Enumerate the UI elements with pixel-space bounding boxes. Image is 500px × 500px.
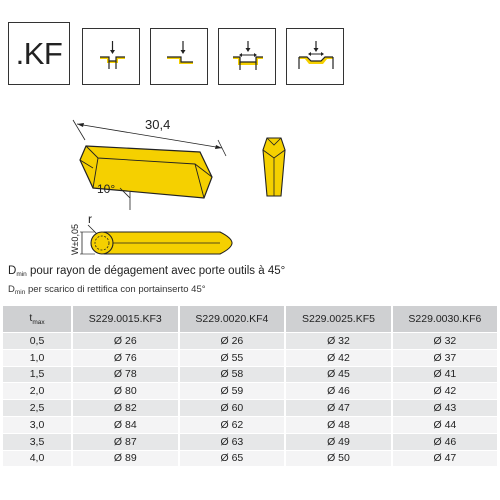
radius-label: r — [88, 212, 92, 226]
table-cell-tmax: 4,0 — [3, 450, 72, 466]
dmin-table — [3, 306, 497, 466]
table-row — [3, 433, 497, 450]
header-col: S229.0030.KF6 — [392, 306, 497, 333]
header-tmax-sub: max — [32, 319, 45, 326]
caption-french — [8, 265, 285, 278]
table-cell-dmin: Ø 59 — [179, 383, 286, 400]
table-cell-dmin: Ø 42 — [285, 349, 392, 366]
step-turn-icon — [150, 28, 208, 85]
table-cell-tmax: 2,0 — [3, 383, 72, 400]
caption-italian — [8, 284, 206, 296]
caption-italian-prefix: D — [8, 284, 15, 295]
table-cell-dmin: Ø 45 — [285, 366, 392, 383]
table-cell-dmin: Ø 49 — [285, 433, 392, 450]
header-col: S229.0015.KF3 — [72, 306, 179, 333]
table-cell-dmin: Ø 82 — [72, 400, 179, 417]
table-cell-dmin: Ø 26 — [72, 333, 179, 350]
table-cell-dmin: Ø 62 — [179, 416, 286, 433]
table-cell-dmin: Ø 44 — [392, 416, 497, 433]
table-cell-tmax: 3,0 — [3, 416, 72, 433]
insert-end-view — [263, 138, 285, 196]
table-cell-dmin: Ø 46 — [392, 433, 497, 450]
table-row — [3, 366, 497, 383]
table-cell-dmin: Ø 47 — [392, 450, 497, 466]
table-cell-dmin: Ø 43 — [392, 400, 497, 417]
table-row — [3, 450, 497, 466]
table-cell-dmin: Ø 32 — [392, 333, 497, 350]
table-cell-dmin: Ø 32 — [285, 333, 392, 350]
table-cell-dmin: Ø 46 — [285, 383, 392, 400]
table-cell-dmin: Ø 84 — [72, 416, 179, 433]
table-header-row — [3, 306, 497, 333]
grade-label-box — [8, 22, 70, 85]
table-cell-tmax: 2,5 — [3, 400, 72, 417]
table-cell-dmin: Ø 58 — [179, 366, 286, 383]
table-cell-dmin: Ø 50 — [285, 450, 392, 466]
table-cell-dmin: Ø 26 — [179, 333, 286, 350]
table-cell-tmax: 1,0 — [3, 349, 72, 366]
length-label: 30,4 — [145, 117, 171, 132]
caption-french-sub: min — [16, 271, 27, 278]
groove-widen-icon — [218, 28, 276, 85]
table-row — [3, 349, 497, 366]
header-col: S229.0020.KF4 — [179, 306, 286, 333]
table-cell-dmin: Ø 37 — [392, 349, 497, 366]
table-cell-tmax: 1,5 — [3, 366, 72, 383]
header-col: S229.0025.KF5 — [285, 306, 392, 333]
table-cell-dmin: Ø 89 — [72, 450, 179, 466]
table-cell-dmin: Ø 48 — [285, 416, 392, 433]
table-cell-dmin: Ø 63 — [179, 433, 286, 450]
groove-plunge-icon — [82, 28, 140, 85]
caption-french-text: pour rayon de dégagement avec porte outils à 45° — [26, 265, 286, 277]
table-row — [3, 383, 497, 400]
table-cell-dmin: Ø 78 — [72, 366, 179, 383]
header-tmax-label: t — [29, 312, 33, 324]
width-label: W±0,05 — [70, 224, 80, 255]
insert-drawing — [0, 95, 500, 265]
table-cell-dmin: Ø 60 — [179, 400, 286, 417]
table-cell-dmin: Ø 65 — [179, 450, 286, 466]
angle-label: 10° — [97, 182, 116, 196]
header-tmax — [3, 306, 72, 333]
table-cell-dmin: Ø 80 — [72, 383, 179, 400]
table-cell-dmin: Ø 41 — [392, 366, 497, 383]
table-row — [3, 400, 497, 417]
table-cell-dmin: Ø 76 — [72, 349, 179, 366]
insert-top-view — [70, 212, 232, 255]
table-cell-tmax: 0,5 — [3, 333, 72, 350]
caption-italian-sub: min — [14, 289, 26, 296]
table-cell-dmin: Ø 87 — [72, 433, 179, 450]
table-row — [3, 333, 497, 350]
grade-label: .KF — [15, 35, 63, 71]
caption-french-prefix: D — [8, 265, 17, 277]
table-cell-dmin: Ø 42 — [392, 383, 497, 400]
caption-italian-text: per scarico di rettifica con portainserto 45° — [25, 284, 206, 295]
table-row — [3, 416, 497, 433]
table-cell-tmax: 3,5 — [3, 433, 72, 450]
table-cell-dmin: Ø 55 — [179, 349, 286, 366]
table-cell-dmin: Ø 47 — [285, 400, 392, 417]
profile-undercut-icon — [286, 28, 344, 85]
